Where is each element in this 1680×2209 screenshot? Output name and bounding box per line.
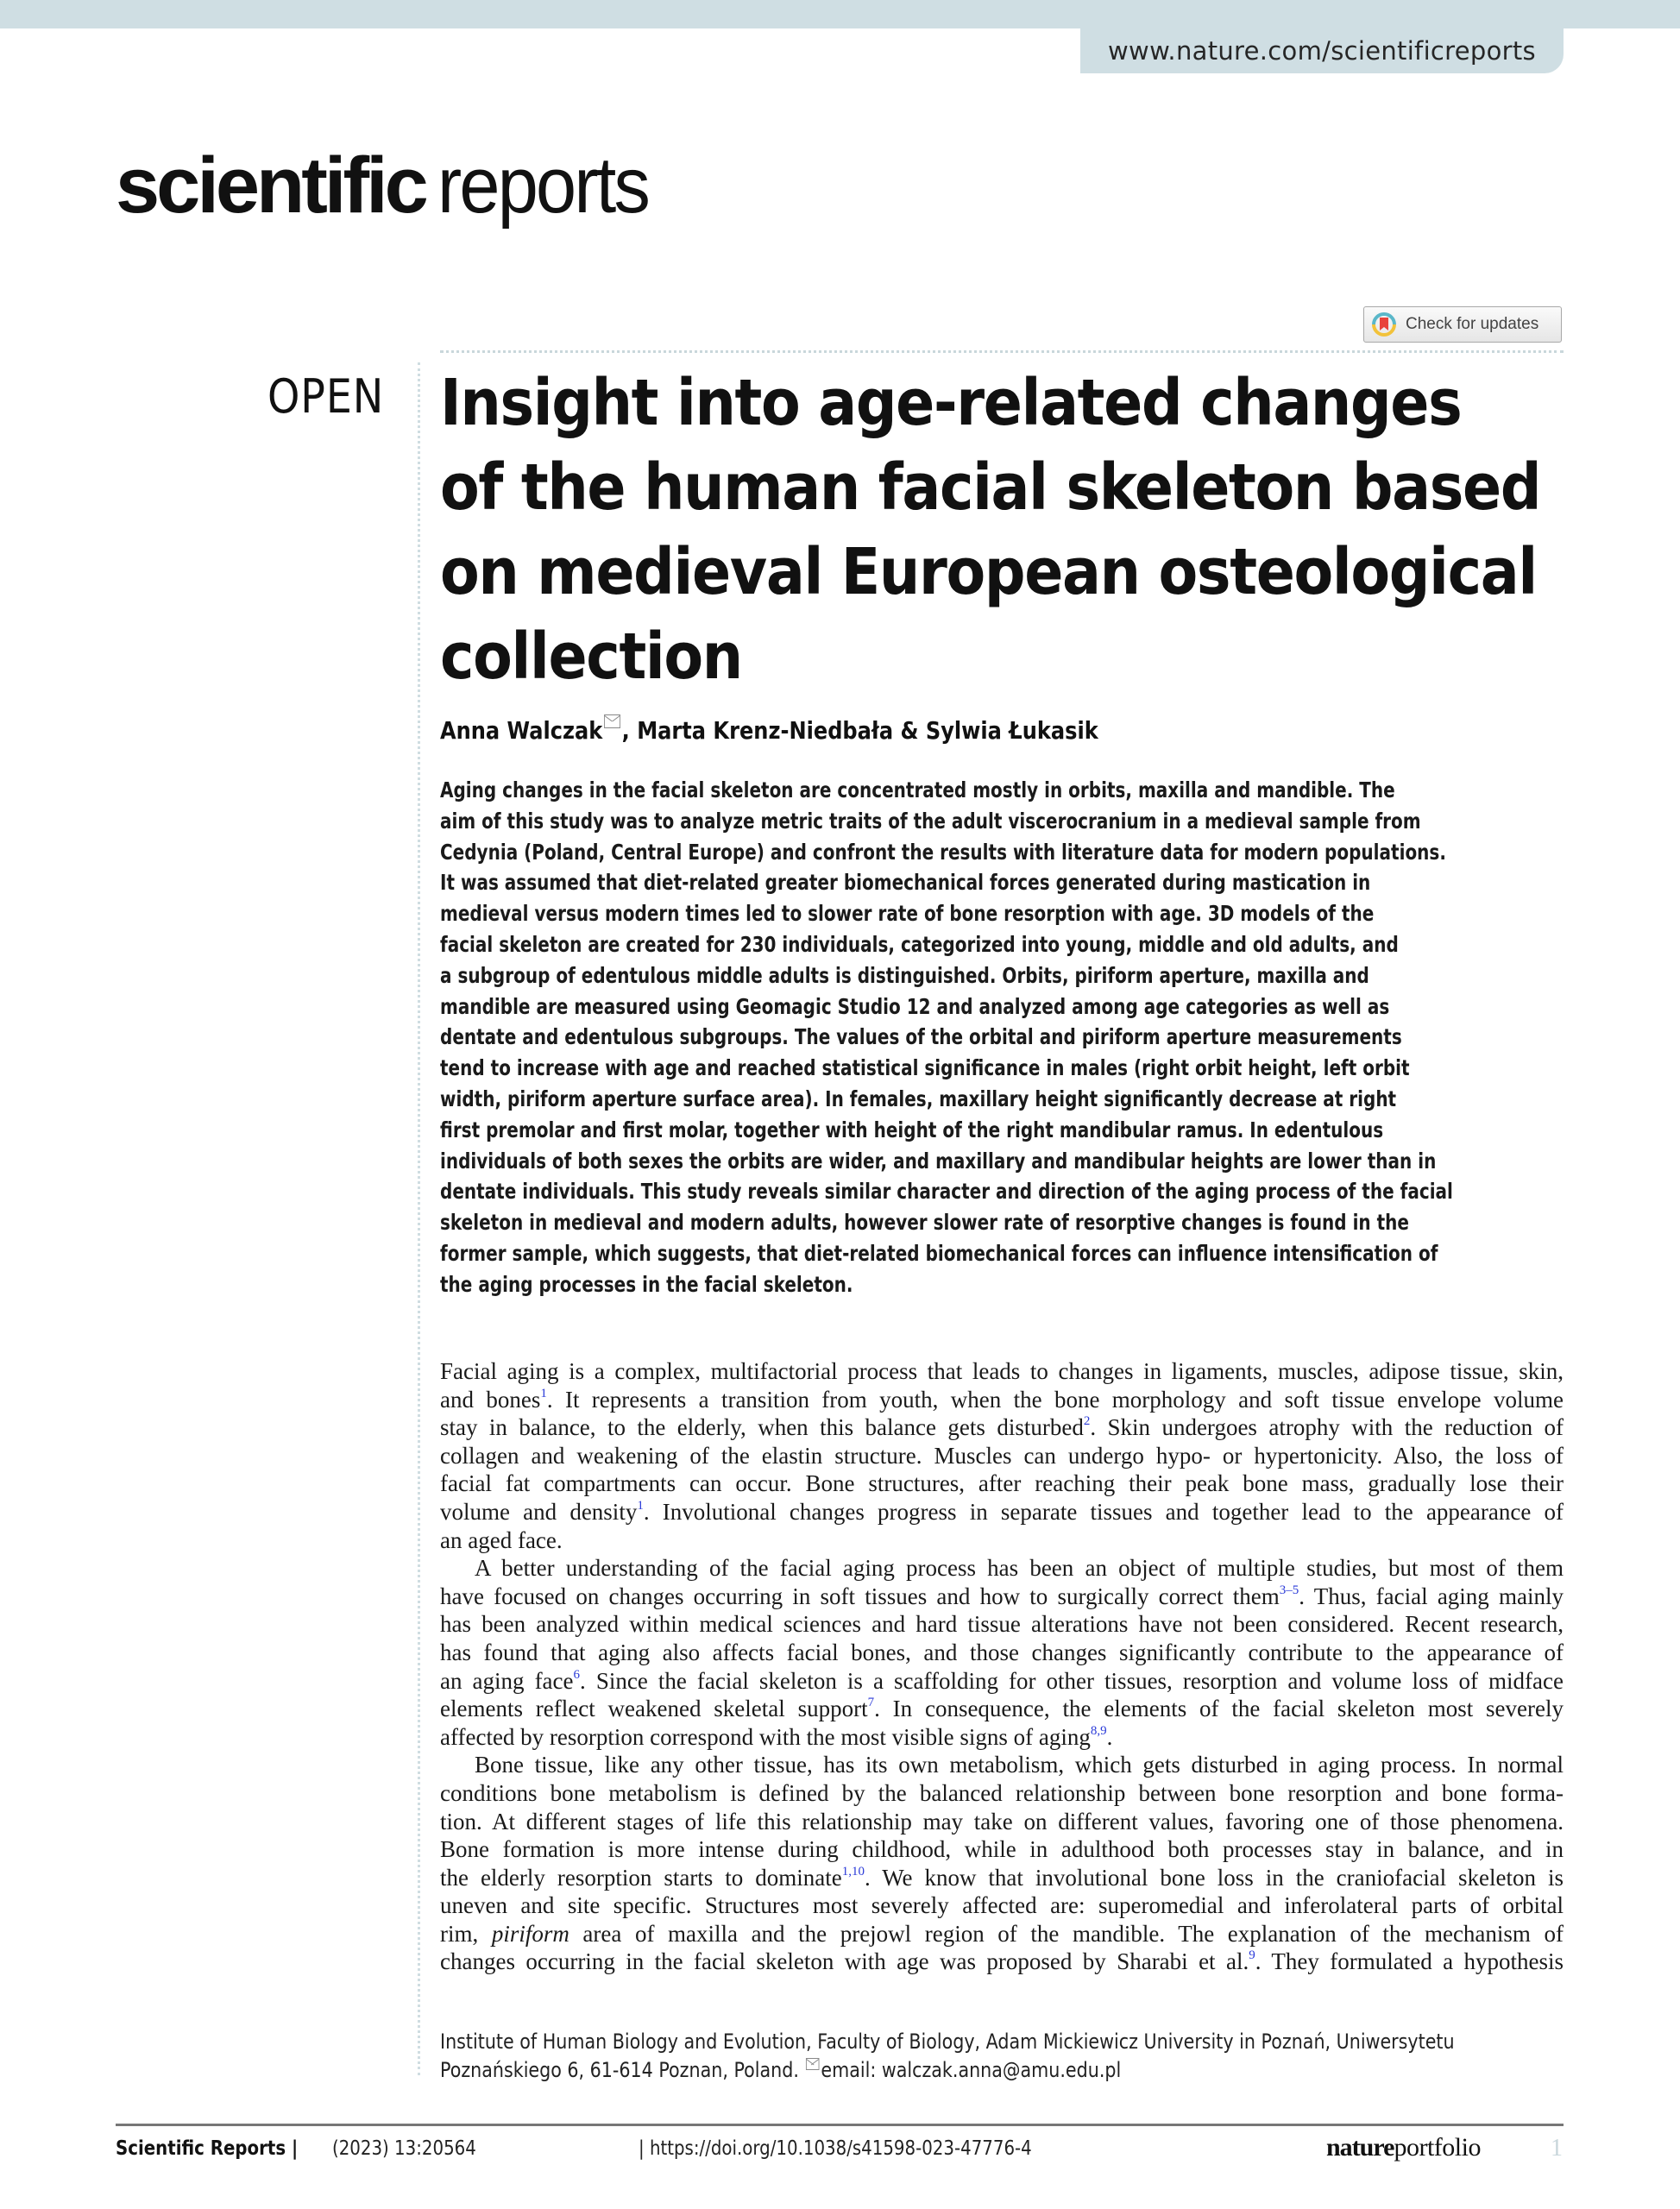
author-others: , Marta Krenz-Niedbała & Sylwia Łukasik <box>621 716 1098 745</box>
body-line: A better understanding of the facial aging process has been an object of multiple studies, but most of them <box>475 1555 1564 1582</box>
italic-term: piriform <box>491 1920 569 1947</box>
abstract-line: the aging processes in the facial skeleton. <box>440 1271 853 1297</box>
title-line: Insight into age-related changes <box>440 366 1462 440</box>
citation-link[interactable]: 7 <box>867 1696 875 1710</box>
author-corresponding[interactable]: Anna Walczak <box>440 716 603 745</box>
footer-rule <box>116 2124 1564 2126</box>
body-line: changes occurring in the facial skeleton with age was proposed by Sharabi et al.$^9$. They formulated a hypothesis <box>440 1948 1564 1975</box>
envelope-icon <box>806 2058 819 2070</box>
footer-doi-link[interactable]: | https://doi.org/10.1038/s41598-023-47776-4 <box>639 2137 1032 2160</box>
body-line: conditions bone metabolism is defined by the balanced relationship between bone resorption and bone forma- <box>440 1779 1564 1806</box>
abstract-line: Cedynia (Poland, Central Europe) and confront the results with literature data for modern populations. <box>440 839 1446 865</box>
body-line: uneven and site specific. Structures most severely affected are: superomedial and inferolateral parts of orbital <box>440 1892 1564 1919</box>
abstract-line: dentate and edentulous subgroups. The values of the orbital and piriform aperture measurements <box>440 1024 1402 1050</box>
envelope-icon[interactable] <box>604 714 620 728</box>
body-line: Bone formation is more intense during childhood, while in adulthood both processes stay in balance, and in <box>440 1836 1564 1863</box>
article-title <box>440 361 1579 699</box>
page-number: 1 <box>1551 2135 1563 2162</box>
abstract-line: individuals of both sexes the orbits are wider, and maxillary and mandibular heights are lower than in <box>440 1148 1437 1174</box>
citation-link[interactable]: 8,9 <box>1090 1723 1107 1738</box>
logo-nature: nature <box>1326 2133 1394 2162</box>
abstract-line: first premolar and first molar, together with height of the right mandibular ramus. In edentulous <box>440 1117 1384 1142</box>
abstract-line: mandible are measured using Geomagic Studio 12 and analyzed among age categories as well as <box>440 993 1390 1019</box>
body-line: stay in balance, to the elderly, when this balance gets disturbed$^2$. Skin undergoes atrophy with the reduction of <box>440 1414 1564 1441</box>
abstract-line: skeleton in medieval and modern adults, however slower rate of resorptive changes is found in the <box>440 1210 1409 1236</box>
citation-link[interactable]: 6 <box>573 1667 581 1682</box>
body-line: elements reflect weakened skeletal support$^7$. In consequence, the elements of the facial skeleton most severely <box>440 1696 1564 1722</box>
abstract-line: aim of this study was to analyze metric traits of the adult viscerocranium in a medieval sample from <box>440 808 1421 834</box>
crossmark-icon <box>1371 312 1397 337</box>
body-line: collagen and weakening of the elastin structure. Muscles can undergo hypo- or hypertonicity. Also, the loss of <box>440 1442 1564 1469</box>
abstract-line: medieval versus modern times led to slower rate of bone resorption with age. 3D models of the <box>440 901 1375 927</box>
body-line: Facial aging is a complex, multifactorial process that leads to changes in ligaments, muscles, adipose tissue, skin, <box>440 1358 1564 1384</box>
citation-link[interactable]: 1 <box>637 1498 644 1513</box>
logo-portfolio: portfolio <box>1394 2133 1481 2162</box>
body-line: an aged face. <box>440 1526 563 1553</box>
affiliation-address: Poznańskiego 6, 61-614 Poznan, Poland. <box>440 2058 805 2082</box>
body-line: an aging face$^6$. Since the facial skeleton is a scaffolding for other tissues, resorption and volume loss of midface <box>440 1667 1564 1694</box>
title-line: collection <box>440 620 742 694</box>
body-text <box>440 1357 1564 1976</box>
affiliation-line: Institute of Human Biology and Evolution, Faculty of Biology, Adam Mickiewicz University in Poznań, Uniwersytetu <box>440 2030 1455 2054</box>
body-line: has been analyzed within medical sciences and hard tissue alterations have not been considered. Recent research, <box>440 1611 1564 1638</box>
logo-reports: reports <box>437 142 648 230</box>
abstract-line: former sample, which suggests, that diet-related biomechanical forces can influence intensification of <box>440 1240 1438 1266</box>
header-dotted-divider <box>440 350 1564 353</box>
margin-dotted-divider <box>418 362 420 2075</box>
body-line: has found that aging also affects facial bones, and those changes significantly contribute to the appearance of <box>440 1639 1564 1665</box>
citation-link[interactable]: 9 <box>1249 1948 1255 1963</box>
body-line: have focused on changes occurring in soft tissues and how to surgically correct them$^{3-5}$. Thus, facial aging mainly <box>440 1583 1564 1609</box>
footer-journal-name: Scientific Reports | <box>116 2137 299 2160</box>
abstract-line: dentate individuals. This study reveals similar character and direction of the aging process of the facial <box>440 1179 1453 1205</box>
abstract-line: a subgroup of edentulous middle adults is distinguished. Orbits, piriform aperture, maxilla and <box>440 962 1369 988</box>
check-for-updates-label: Check for updates <box>1406 315 1539 333</box>
body-line: facial fat compartments can occur. Bone structures, after reaching their peak bone mass, gradually lose their <box>440 1470 1564 1497</box>
title-line: on medieval European osteological <box>440 535 1537 609</box>
abstract-line: tend to increase with age and reached statistical significance in males (right orbit height, left orbit <box>440 1055 1410 1081</box>
citation-link[interactable]: 1,10 <box>841 1864 865 1879</box>
abstract-line: Aging changes in the facial skeleton are concentrated mostly in orbits, maxilla and mandible. The <box>440 777 1395 802</box>
body-line: tion. At different stages of life this relationship may take on different values, favoring one of those phenomena. <box>440 1808 1564 1835</box>
body-line: affected by resorption correspond with the most visible signs of aging$^{8,9}$. <box>440 1723 1113 1750</box>
body-line: the elderly resorption starts to dominate$^{1,10}$. We know that involutional bone loss in the craniofacial skeleton is <box>440 1864 1564 1891</box>
header-band <box>0 0 1680 28</box>
check-for-updates-button[interactable] <box>1363 306 1562 343</box>
corresponding-email[interactable]: email: walczak.anna@amu.edu.pl <box>821 2058 1122 2082</box>
affiliation-line <box>440 2056 1455 2085</box>
journal-url[interactable]: www.nature.com/scientificreports <box>1080 28 1564 73</box>
author-list <box>440 714 1098 745</box>
abstract-line: width, piriform aperture surface area). In females, maxillary height significantly decrease at right <box>440 1086 1397 1111</box>
abstract-line: facial skeleton are created for 230 individuals, categorized into young, middle and old adults, and <box>440 931 1399 957</box>
affiliation <box>440 2028 1455 2085</box>
citation-link[interactable]: 3–5 <box>1279 1583 1299 1597</box>
abstract <box>440 775 1579 1300</box>
title-line: of the human facial skeleton based <box>440 450 1541 525</box>
nature-portfolio-logo <box>1326 2133 1481 2162</box>
open-access-label: OPEN <box>267 369 385 424</box>
footer-volume: (2023) 13:20564 <box>332 2137 476 2160</box>
logo-scientific: scientific <box>116 142 425 230</box>
body-line: volume and density$^1$. Involutional changes progress in separate tissues and together lead to the appearance of <box>440 1498 1564 1525</box>
body-line: Bone tissue, like any other tissue, has its own metabolism, which gets disturbed in aging process. In normal <box>475 1752 1564 1778</box>
journal-logo <box>116 138 666 233</box>
citation-link[interactable]: 1 <box>540 1386 547 1400</box>
citation-link[interactable]: 2 <box>1083 1414 1091 1429</box>
body-line: and bones$^1$. It represents a transition from youth, when the bone morphology and soft tissue envelope volume <box>440 1386 1564 1413</box>
abstract-line: It was assumed that diet-related greater biomechanical forces generated during mastication in <box>440 870 1371 896</box>
body-line: rim, piriform area of maxilla and the prejowl region of the mandible. The explanation of the mechanism of <box>440 1920 1564 1947</box>
